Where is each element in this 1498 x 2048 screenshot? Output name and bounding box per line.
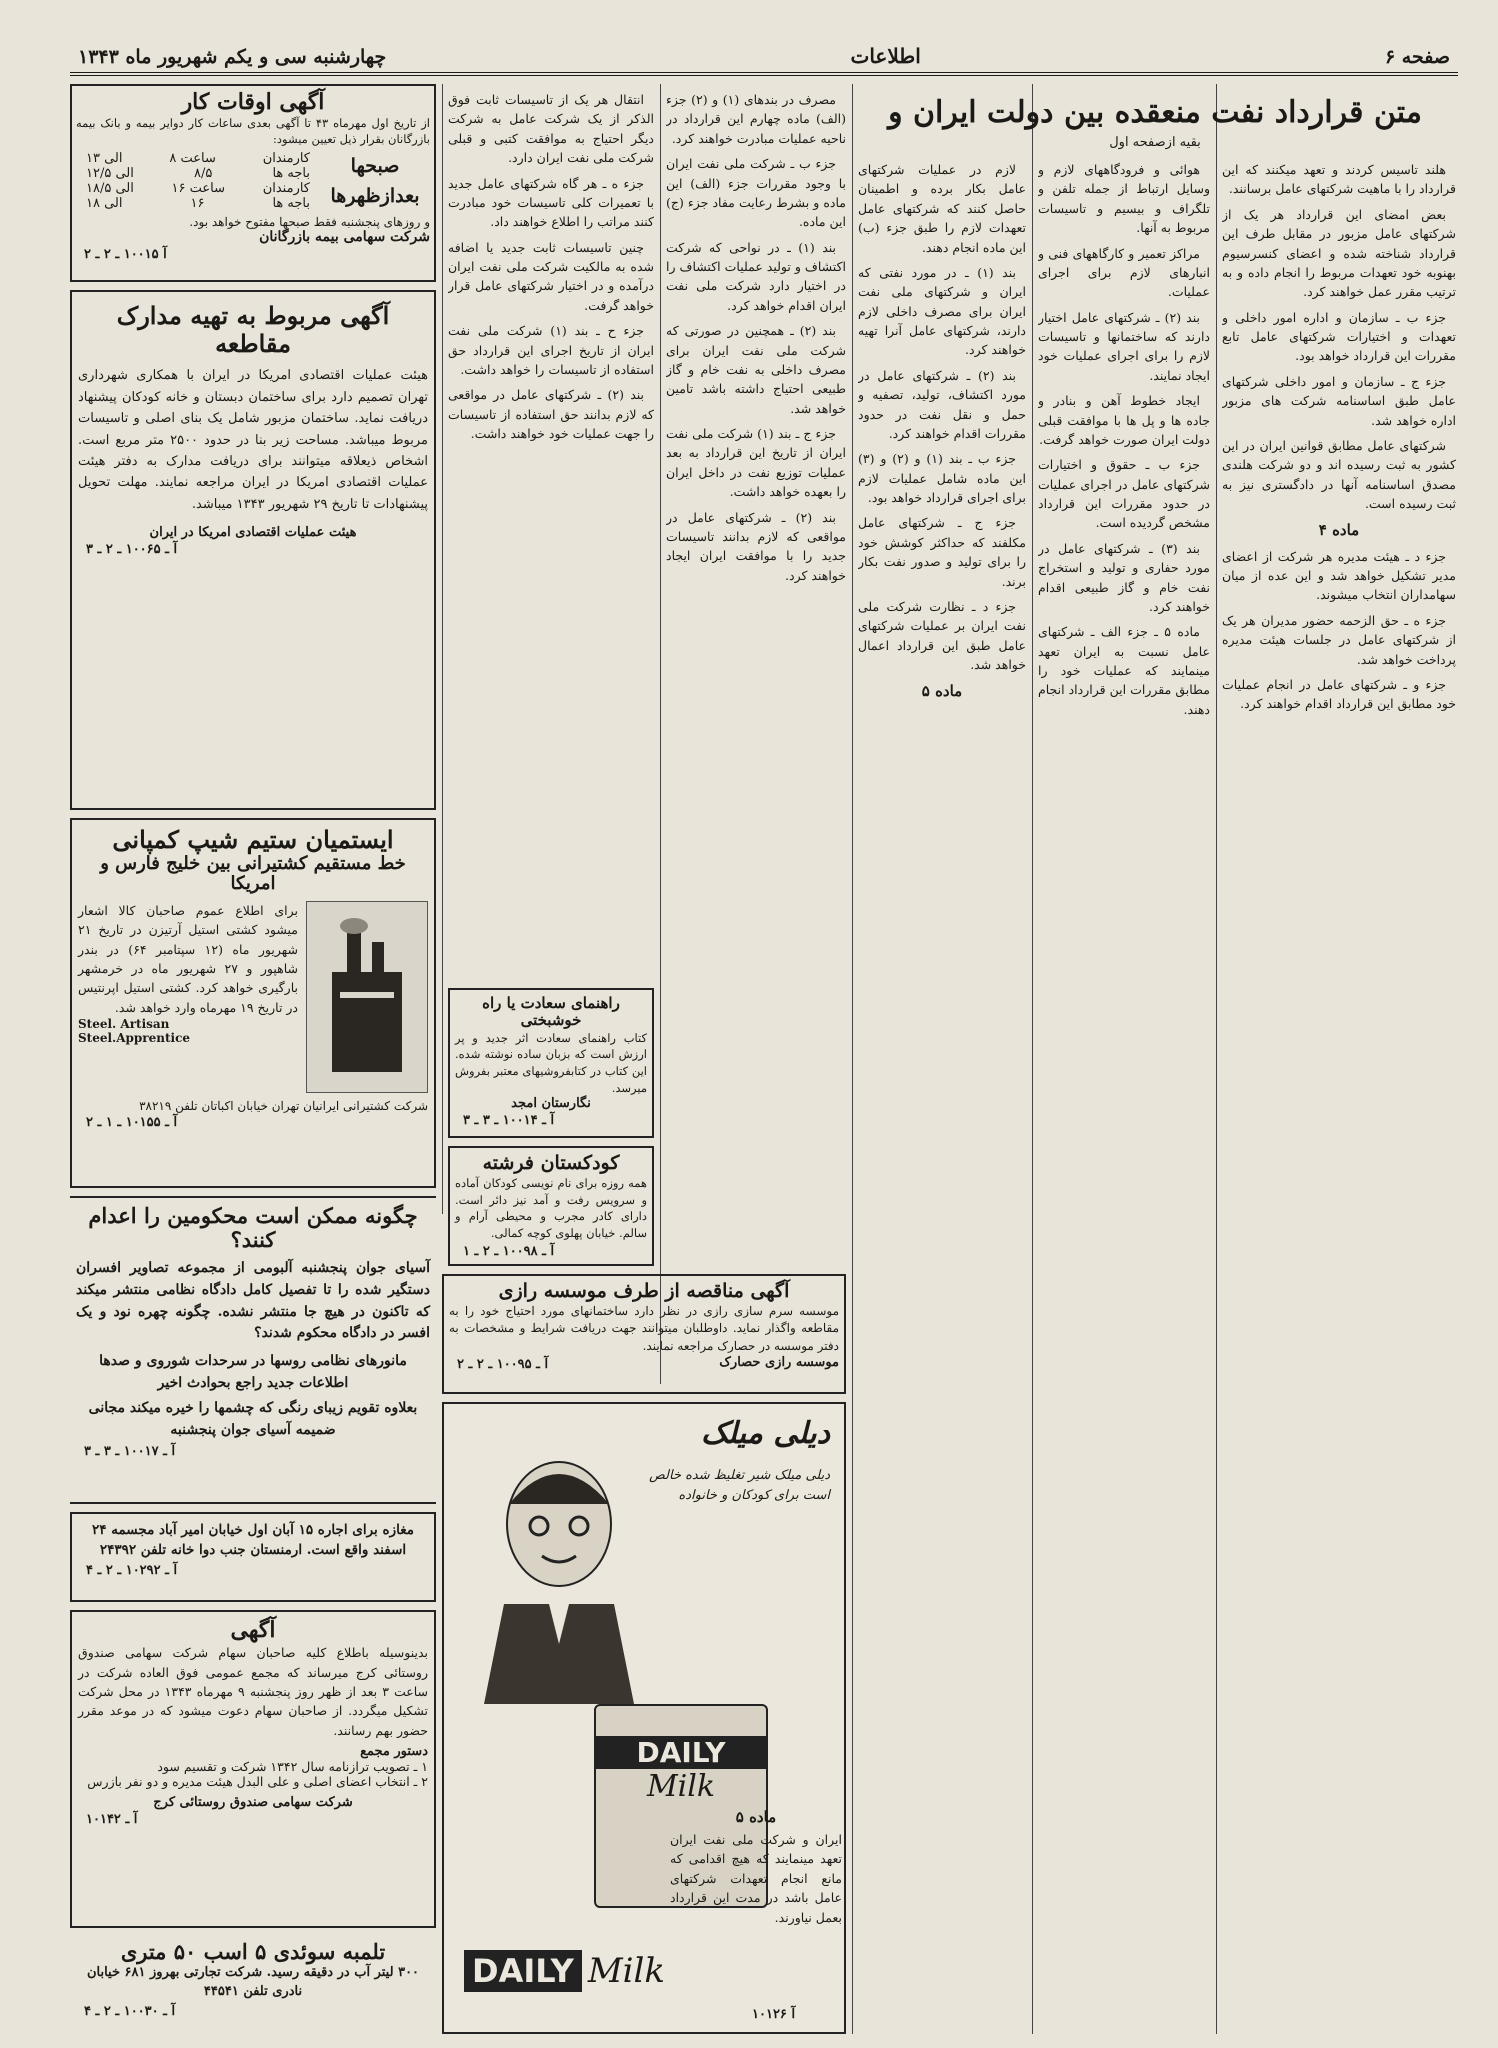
ad-title: چگونه ممکن است محکومین را اعدام کنند؟: [88, 1203, 418, 1253]
paragraph: جزء و ـ شرکتهای عامل در انجام عملیات خود مطابق این قرارداد اقدام خواهند کرد.: [1222, 676, 1456, 712]
ad-title: کودکستان فرشته: [482, 1152, 620, 1174]
paragraph: جزء ب ـ شرکت ملی نفت ایران با وجود مقررات جزء (الف) این ماده و بشرط رعایت مفاد جزء (ج) این ماده.: [666, 156, 846, 230]
ad-slogan: دیلی میلک شیر تغلیظ شده خالص است برای کودکان و خانواده: [649, 1468, 830, 1503]
paragraph: مصرف در بندهای (۱) و (۲) جزء (الف) ماده چهارم این قرارداد در ناحیه عملیات مبادرت خواهند کرد.: [666, 92, 846, 146]
ad-body: بدینوسیله باطلاع کلیه صاحبان سهام شرکت سهامی صندوق روستائی کرج میرساند که مجمع عمومی فوق العاده شرکت در ساعت ۳ بعد از ظهر روز پنجشنبه ۹ مهرماه ۱۳۴۳ در محل شرکت تشکیل میگردد. از صاحبان سهام دعوت میشود که در موعد مقرر حضور بهم رسانند.: [78, 1645, 428, 1738]
logo-milk: Milk: [587, 1951, 665, 1991]
paragraph: جزء ه ـ حق الزحمه حضور مدیران هر یک از شرکتهای عامل در جلسات هیئت مدیره پرداخت خواهد شد.: [1222, 612, 1456, 667]
paragraph: ایجاد خطوط آهن و بنادر و جاده ها و پل ها با موافقت قبلی دولت ایران صورت خواهد گرفت.: [1038, 393, 1210, 447]
article-column-2: [1038, 160, 1210, 2030]
article-header: [852, 90, 1458, 156]
ad-code: آ ۱۰۱۲۶: [752, 2007, 796, 2022]
column-rule: [442, 84, 443, 1214]
ad-agent: شرکت کشتیرانی ایرانیان تهران خیابان اکباتان تلفن ۳۸۲۱۹: [139, 1098, 428, 1113]
ad-code: آ ـ ۱۰۰۱۷ ـ ۳ ـ ۳: [84, 1443, 176, 1459]
ad-title: آگهی مناقصه از طرف موسسه رازی: [498, 1280, 790, 1302]
ad-working-hours: [70, 84, 436, 282]
ad-line: بعلاوه تقویم زیبای رنگی که چشمها را خیره میکند مجانی ضمیمه آسیای جوان پنجشنبه: [88, 1400, 418, 1439]
paragraph: شرکتهای عامل مطابق قوانین ایران در این کشور به ثبت رسیده اند و دو شرکت هلندی مصدق اساسنامه آنها در دادگستری نیز به ثبت رسیده است.: [1222, 437, 1456, 511]
ship-name: Steel.Apprentice: [78, 1031, 191, 1046]
ad-code: آ ـ ۱۰۰۹۵ ـ ۲ ـ ۲: [457, 1357, 549, 1373]
ad-title: آگهی اوقات کار: [181, 89, 325, 115]
ad-headline: دیلی میلک: [701, 1416, 830, 1451]
ad-body: موسسه سرم سازی رازی در نظر دارد ساختمانهای مورد احتیاج خود را به مقاطعه واگذار نماید. داوطلبان میتوانند جهت دریافت شرایط و مشخصات به دفتر موسسه در حصارک مراجعه نمایند.: [449, 1303, 839, 1353]
ship-illustration: [306, 901, 428, 1093]
daily-milk-logo: [464, 1950, 665, 1992]
ad-code: آ ۱۰۰۱۵ ـ ۲ ـ ۲: [84, 247, 167, 263]
paragraph: هلند تاسیس کردند و تعهد میکنند که این قرارداد را با ماهیت شرکتهای عامل برسانند.: [1222, 162, 1456, 197]
article-continued-note: بقیه ازصفحه اول: [1109, 134, 1201, 150]
ad-body: آسیای جوان پنجشنبه آلبومی از مجموعه تصاویر افسران دستگیر شده را تا تفصیل کامل دادگاه نظامی منتشر میکند که تاکنون در هیچ جا منتشر نشده. چگونه چهره نود و یک افسر در دادگاه محکوم شدند؟: [76, 1260, 430, 1342]
paragraph: بند (۲) ـ شرکتهای عامل در مواقعی که لازم بدانند حق استفاده از تاسیسات را جهت عملیات خود خواهند داشت.: [448, 387, 654, 441]
paragraph: بند (۱) ـ در مورد نفتی که ایران و شرکتهای ملی نفت ایران برای مصرف داخلی لازم دارند، شرکتهای عامل آنرا تهیه خواهند کرد.: [858, 264, 1026, 358]
ad-title: ایستمیان ستیم شیپ کمپانی: [112, 825, 394, 854]
ad-happiness-book: [448, 988, 654, 1138]
paragraph: جزء ج ـ سازمان و امور داخلی شرکتهای عامل طبق اساسنامه شرکت های مزبور اداره خواهد شد.: [1222, 373, 1456, 428]
paragraph: جزء ب ـ بند (۱) و (۲) و (۳) این ماده شامل عملیات لازم برای اجرای قرارداد خواهد بود.: [858, 451, 1026, 505]
paragraph: جزء ب ـ حقوق و اختیارات شرکتهای عامل در اجرای عملیات در حدود مقررات این قرارداد مشخص گردیده است.: [1038, 457, 1210, 531]
ad-pump: [70, 1934, 436, 2034]
article-4-heading: ماده ۴: [1318, 521, 1360, 540]
column-rule: [1032, 84, 1033, 2034]
newspaper-name: اطلاعات: [850, 46, 921, 68]
paragraph: هوائی و فرودگاههای لازم و وسایل ارتباط از جمله تلفن و تلگراف و بیسیم و تاسیسات مربوط به آنها.: [1038, 162, 1210, 236]
ad-title: آگهی مربوط به تهیه مدارک مقاطعه: [116, 301, 390, 358]
ad-asia-javan: [70, 1196, 436, 1504]
ad-body: ۳۰۰ لیتر آب در دقیقه رسید. شرکت تجارتی بهروز ۶۸۱ خیابان نادری تلفن ۴۴۵۴۱: [86, 1965, 420, 1999]
ad-title: تلمبه سوئدی ۵ اسب ۵۰ متری: [120, 1939, 386, 1964]
article-column-5: [448, 90, 654, 980]
ship-name: Steel. Artisan: [78, 1017, 170, 1032]
hours-row: کارمندان ساعت ۸ الی ۱۳: [86, 151, 310, 167]
page-number: صفحه ۶: [1384, 46, 1450, 68]
paragraph: جزء ه ـ هر گاه شرکتهای عامل جدید با تعمیرات کلی تاسیسات خود مبادرت کنند مراتب را اطلاع خواهند داد.: [448, 175, 654, 230]
ad-isthmian-steamship: [70, 818, 436, 1188]
paragraph: جزء ج ـ بند (۱) شرکت ملی نفت ایران از تاریخ این قرارداد به بعد عملیات توزیع نفت در داخل ایران را بعهده خواهد داشت.: [666, 426, 846, 500]
column-rule: [660, 84, 661, 1384]
ad-code: آ ـ ۱۰۲۹۲ ـ ۲ ـ ۴: [86, 1562, 178, 1578]
paragraph: بند (۳) ـ شرکتهای عامل در مورد حفاری و تولید و استخراج نفت خام و گاز طبیعی اقدام خواهند کرد.: [1038, 540, 1210, 614]
ad-body: برای اطلاع عموم صاحبان کالا اشعار میشود کشتی استیل آرتیزن در تاریخ ۲۱ شهریور ماه (۱۲ سپتامبر ۶۴) در بندر شاهپور و ۲۷ شهریور ماه در خرمشهر بارگیری خواهد کرد. کشتی استیل اپرنتیس در تاریخ ۱۹ مهرماه وارد خواهد شد.: [78, 902, 298, 1015]
ad-signature: نگارستان امجد: [511, 1096, 591, 1112]
article-title: متن قرارداد نفت منعقده بین دولت ایران و: [888, 95, 1422, 130]
ad-footer: هیئت عملیات اقتصادی امریکا در ایران: [149, 525, 357, 541]
paragraph: بند (۲) ـ همچنین در صورتی که شرکت ملی نفت ایران برای مصرف داخلی به نفت خام و گاز طبیعی احتیاج داشته باشد تامین خواهد شد.: [666, 323, 846, 416]
agenda-item: ۲ ـ انتخاب اعضای اصلی و علی البدل هیئت مدیره و دو نفر بازرس: [87, 1774, 428, 1790]
paragraph: چنین تاسیسات ثابت جدید یا اضافه شده به مالکیت شرکت ملی نفت ایران درآمده و در اختیار شرکتهای عامل قرار خواهد گرفت.: [448, 239, 654, 313]
ad-body: هیئت عملیات اقتصادی امریکا در ایران با همکاری شهرداری تهران تصمیم دارد برای ساختمان دبستان و خانه کودکان پیشنهاد دریافت نماید. ساختمان مزبور شامل یک بنای اصلی و تاسیسات مربوط میباشد. مساحت زیر بنا در حدود ۲۵۰۰ متر مربع است. اشخاص ذیعلاقه میتوانند برای دریافت مدارک به دفتر هیئت عملیات اقتصادی امریکا در ایران مراجعه نمایند. مهلت تحویل پیشنهادات تا تاریخ ۲۹ شهریور ۱۳۴۳ میباشد.: [78, 368, 428, 512]
man-illustration: [464, 1444, 654, 1704]
paragraph: جزء د ـ نظارت شرکت ملی نفت ایران بر عملیات شرکتهای عامل طبق این قرارداد اعمال خواهد شد.: [858, 598, 1026, 672]
paragraph: لازم در عملیات شرکتهای عامل بکار برده و اطمینان حاصل کنند که شرکتهای عامل تعهدات لازم را طبق جزء (ب) این ماده انجام دهند.: [858, 162, 1026, 255]
paragraph: ایران و شرکت ملی نفت ایران تعهد مینمایند که هیچ اقدامی که مانع انجام تعهدات شرکتهای عامل باشد در مدت این قرارداد بعمل نیاورند.: [670, 1832, 842, 1925]
ad-code: آ ـ ۱۰۰۳۰ ـ ۲ ـ ۴: [84, 2003, 176, 2019]
paragraph: جزء ح ـ بند (۱) شرکت ملی نفت ایران از تاریخ اجرای این قرارداد حق استفاده از تاسیسات را خواهد داشت.: [448, 323, 654, 377]
ad-signature: موسسه رازی حصارک: [719, 1355, 839, 1371]
ad-subtitle: خط مستقیم کشتیرانی بین خلیج فارس و امریکا: [100, 852, 406, 895]
ad-razi-tender: [442, 1274, 846, 1394]
can-brand: DAILY: [596, 1736, 766, 1769]
paragraph: جزء ج ـ شرکتهای عامل مکلفند که حداکثر کوشش خود را برای تولید و صدور نفت بکار برند.: [858, 515, 1026, 589]
ad-kindergarten: [448, 1146, 654, 1266]
ad-code: آ ـ ۱۰۱۴۲: [86, 1812, 138, 1828]
can-milk: Milk: [646, 1769, 716, 1804]
ad-body: همه روزه برای نام نویسی کودکان آماده و سرویس رفت و آمد نیز دائر است. دارای کادر مجرب و محیطی آرام و سالم. خیابان پهلوی کوچه کمالی.: [455, 1175, 647, 1240]
paragraph: بند (۲) ـ شرکتهای عامل اختیار دارند که ساختمانها و تاسیسات لازم را برای اجرای عملیات خود ایجاد نمایند.: [1038, 309, 1210, 383]
column-rule: [852, 84, 853, 2034]
article-column-1: [1222, 160, 1456, 2030]
agenda-item: ۱ ـ تصویب ترازنامه سال ۱۳۴۲ شرکت و تقسیم سود: [157, 1759, 428, 1775]
paragraph: مراکز تعمیر و کارگاههای فنی و انبارهای لازم برای اجرای عملیات.: [1038, 245, 1210, 300]
ad-tender-documents: [70, 290, 436, 810]
ad-title: راهنمای سعادت یا راه خوشبختی: [482, 994, 620, 1030]
hours-row: باجه ها ۱۶ الی ۱۸: [86, 196, 310, 212]
ad-line: مانورهای نظامی روسها در سرحدات شوروی و صدها اطلاعات جدید راجع بحوادث اخیر: [99, 1353, 407, 1391]
morning-label: صبحها: [350, 155, 400, 178]
paragraph: بند (۲) ـ شرکتهای عامل در مواقعی که لازم بدانند تاسیسات جدید را با موافقت ایران ایجاد خواهند کرد.: [666, 509, 846, 583]
article-column-4: [666, 90, 846, 1290]
ad-store-rent: [70, 1512, 436, 1602]
paragraph: انتقال هر یک از تاسیسات ثابت فوق الذکر از یک شرکت عامل به شرکت دیگر احتیاج به موافقت کتبی و قبلی شرکت ملی نفت ایران دارد.: [448, 92, 654, 166]
paragraph: جزء ب ـ سازمان و اداره امور داخلی و تعهدات و اختیارات شرکتهای عامل تابع مقررات این قرارداد خواهد بود.: [1222, 309, 1456, 364]
ad-code: آ ـ ۱۰۰۶۵ ـ ۲ ـ ۳: [86, 542, 178, 558]
ad-title: آگهی: [230, 1617, 276, 1643]
afternoon-label: بعدازظهرها: [330, 185, 420, 208]
paragraph: بند (۱) ـ در نواحی که شرکت اکتشاف و تولید عملیات اکتشاف را در اختیار دارد شرکت ملی نفت ایران اقدام خواهد کرد.: [666, 239, 846, 313]
ad-code: آ ـ ۱۰۰۹۸ ـ ۲ ـ ۱: [463, 1243, 555, 1259]
ad-code: آ ـ ۱۰۱۵۵ ـ ۱ ـ ۲: [86, 1114, 178, 1130]
logo-daily: DAILY: [464, 1950, 582, 1992]
article-5-heading: ماده ۵: [921, 682, 963, 701]
ad-body: کتاب راهنمای سعادت اثر جدید و پر ارزش است که بزبان ساده نوشته شده. این کتاب در کتابفروشیهای معتبر بفروش میرسد.: [455, 1030, 647, 1095]
hours-row: کارمندان ساعت ۱۶ الی ۱۸/۵: [86, 181, 310, 197]
ad-code: آ ـ ۱۰۰۱۴ ـ ۳ ـ ۳: [463, 1113, 555, 1129]
ad-body: مغازه برای اجاره ۱۵ آبان اول خیابان امیر آباد مجسمه ۲۴ اسفند واقع است. ارمنستان جنب دوا خانه تلفن ۲۴۳۹۲: [92, 1522, 414, 1559]
ad-signature: شرکت سهامی صندوق روستائی کرج: [153, 1795, 353, 1811]
article-column-3: [858, 160, 1026, 2030]
article-5-block: [666, 1800, 846, 2034]
issue-date: چهارشنبه سی و یکم شهریور ماه ۱۳۴۳: [78, 46, 387, 68]
masthead: [70, 46, 1458, 76]
ad-signature: شرکت سهامی بیمه بازرگانان: [259, 229, 430, 246]
paragraph: جزء د ـ هیئت مدیره هر شرکت از اعضای مدیر تشکیل خواهد شد و این عده از میان سهامداران انتخاب میشوند.: [1222, 548, 1456, 603]
agenda-title: دستور مجمع: [360, 1744, 428, 1760]
paragraph: ماده ۵ ـ جزء الف ـ شرکتهای عامل نسبت به ایران تعهد مینمایند که عملیات خود را مطابق مقررات این قرارداد انجام دهند.: [1038, 624, 1210, 717]
article-5-heading-bottom: ماده ۵: [735, 1808, 777, 1826]
ad-note: و روزهای پنجشنبه فقط صبحها مفتوح خواهد بود.: [189, 215, 430, 230]
paragraph: بند (۲) ـ شرکتهای عامل در مورد اکتشاف، تولید، تصفیه و حمل و نقل نفت در حدود مقررات اقدام خواهند کرد.: [858, 367, 1026, 441]
paragraph: بعض امضای این قرارداد هر یک از شرکتهای عامل مزبور در مقابل طرف این قرارداد شناخته شده و اعضای کنسرسیوم بهنوبه خود تعهدات مربوط را انجام داده و به ترتیب مقرر عمل خواهند کرد.: [1222, 206, 1456, 300]
ship-icon: [312, 912, 422, 1082]
hours-row: باجه ها ۸/۵ الی ۱۲/۵: [86, 166, 310, 182]
column-rule: [1216, 84, 1217, 2034]
ad-karaj-notice: [70, 1610, 436, 1928]
ad-intro: از تاریخ اول مهرماه ۴۳ تا آگهی بعدی ساعات کار دوایر بیمه و بانک بیمه بازرگانان بقرار ذیل تعیین میشود:: [76, 116, 430, 147]
